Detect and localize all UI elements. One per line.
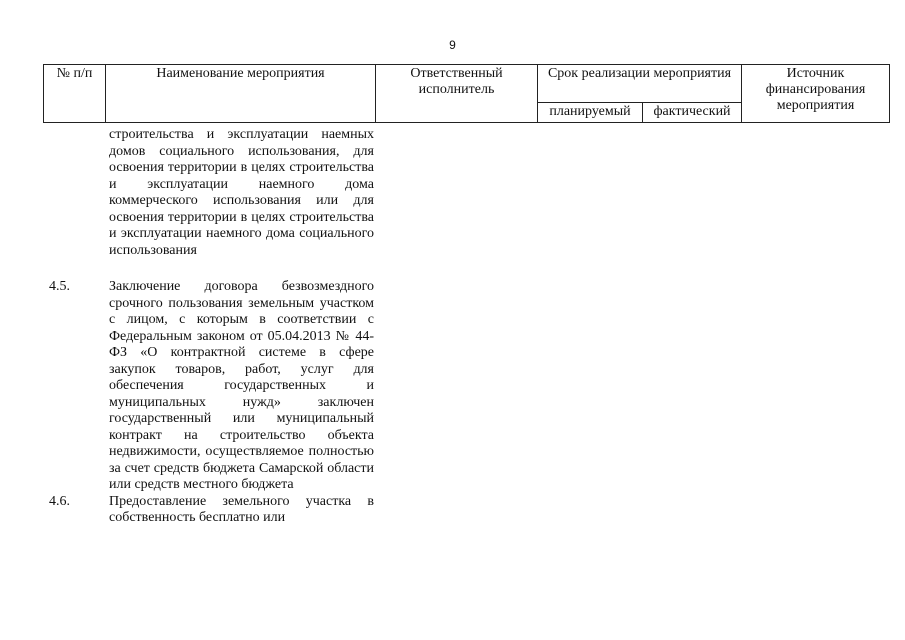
header-table <box>43 64 890 123</box>
row-number <box>43 127 109 259</box>
row-text: Предоставление земельного участка в собственность бесплатно или <box>109 493 374 525</box>
row-number: 4.6. <box>49 493 70 509</box>
table-body <box>43 127 383 527</box>
row-text: Заключение договора безвозмездного срочного пользования земельным участком с лицом, с которым в соответствии с Федеральным законом от 05.04.2013 № 44-ФЗ «О контрактной системе в сфере закупок товаров, работ, услуг для обеспечения государственных и муниципальных нужд» заключен государственный или муниципальный контракт на строительство объекта недвижимости, осуществляемое полностью за счет средств бюджета Самарской области или средств местного бюджета <box>109 279 374 492</box>
header-event-name: Наименование мероприятия <box>106 65 376 123</box>
header-actual: фактический <box>643 103 742 123</box>
table-row <box>43 127 383 259</box>
header-term: Срок реализации мероприятия <box>538 65 742 103</box>
header-executor: Ответственный исполнитель <box>376 65 538 123</box>
page-number: 9 <box>449 38 456 52</box>
table-row <box>43 279 383 494</box>
header-number: № п/п <box>44 65 106 123</box>
header-planned: планируемый <box>538 103 643 123</box>
row-text: строительства и эксплуатации наемных домов социального использования, для освоения территории в целях строительства и эксплуатации наемного дома коммерческого использования или для освоения территории в целях строительства и эксплуатации наемного дома социального использования <box>109 127 374 258</box>
table-row <box>43 494 383 527</box>
header-source: Источник финансирования мероприятия <box>742 65 890 123</box>
row-number: 4.5. <box>49 279 70 294</box>
